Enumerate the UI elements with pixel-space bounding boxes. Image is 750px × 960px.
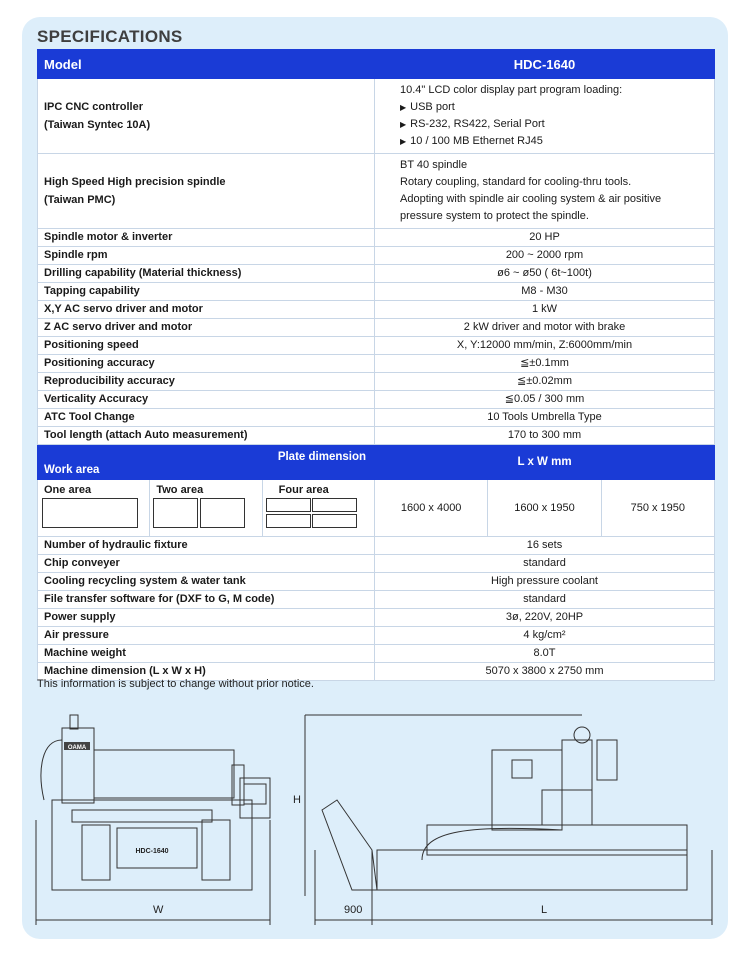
spec-label: Number of hydraulic fixture [38, 537, 375, 555]
spec-label: Air pressure [38, 627, 375, 645]
spec-value: 20 HP [375, 229, 715, 247]
spec-label: Z AC servo driver and motor [38, 319, 375, 337]
spec-value: 10 Tools Umbrella Type [375, 409, 715, 427]
spec-row [38, 229, 715, 247]
controller-label: IPC CNC controller [44, 101, 144, 113]
work-area-row [38, 480, 715, 537]
spec-label: Spindle motor & inverter [38, 229, 375, 247]
spec-row [38, 373, 715, 391]
spec-value: 170 to 300 mm [375, 427, 715, 445]
table-header [38, 50, 715, 79]
length-dimension-label: L [541, 904, 548, 916]
spec-row [38, 627, 715, 645]
spec-value: ≦±0.02mm [375, 373, 715, 391]
spec-row [38, 283, 715, 301]
spec-value: X, Y:12000 mm/min, Z:6000mm/min [375, 337, 715, 355]
brand-label: OAMA [67, 745, 87, 751]
spindle-line: Rotary coupling, standard for cooling-thru tools. [400, 176, 632, 188]
spec-table [37, 49, 715, 681]
area-box [266, 498, 311, 512]
controller-line: RS-232, RS422, Serial Port [410, 118, 545, 130]
bullet-icon: ▶ [400, 103, 407, 112]
spec-row [38, 391, 715, 409]
plate-dimension-label: Plate dimension [277, 451, 366, 463]
spec-value: ≦±0.1mm [375, 355, 715, 373]
spec-value: High pressure coolant [375, 573, 715, 591]
area-box [312, 498, 357, 512]
spec-row [38, 645, 715, 663]
area-box [153, 498, 198, 528]
area-box [200, 498, 245, 528]
area-box [312, 514, 357, 528]
spec-row [38, 319, 715, 337]
width-dimension-label: W [153, 904, 164, 916]
controller-line: 10.4" LCD color display part program loading: [400, 84, 623, 96]
spec-label: Chip conveyer [38, 555, 375, 573]
spec-label: ATC Tool Change [38, 409, 375, 427]
spec-row [38, 355, 715, 373]
spec-value: 8.0T [375, 645, 715, 663]
spindle-line: pressure system to protect the spindle. [400, 210, 589, 222]
spec-value: standard [375, 591, 715, 609]
spec-row [38, 609, 715, 627]
area-two: Two area [150, 480, 262, 536]
spec-label: Power supply [38, 609, 375, 627]
area-box [266, 514, 311, 528]
spec-row [38, 555, 715, 573]
work-area-header [38, 445, 715, 480]
spec-label: Tool length (attach Auto measurement) [38, 427, 375, 445]
spec-row [38, 537, 715, 555]
disclaimer-note: This information is subject to change without prior notice. [37, 678, 314, 690]
spec-row [38, 337, 715, 355]
spec-label: Positioning speed [38, 337, 375, 355]
plate-dim: 1600 x 1950 [488, 480, 601, 536]
unit-label: L x W mm [375, 445, 715, 480]
spec-label: Machine weight [38, 645, 375, 663]
machine-model-plate: HDC-1640 [135, 848, 169, 855]
spec-value: standard [375, 555, 715, 573]
spindle-row [38, 154, 715, 229]
spec-value: M8 - M30 [375, 283, 715, 301]
spec-value: 2 kW driver and motor with brake [375, 319, 715, 337]
model-label: Model [38, 50, 375, 79]
machine-drawing [22, 700, 728, 925]
page-title: SPECIFICATIONS [37, 27, 183, 46]
spec-row [38, 591, 715, 609]
area-one: One area [38, 480, 150, 536]
spindle-line: Adopting with spindle air cooling system & air positive [400, 193, 662, 205]
spec-row [38, 409, 715, 427]
controller-row [38, 79, 715, 154]
spec-value: 5070 x 3800 x 2750 mm [375, 663, 715, 681]
offset-dimension-label: 900 [344, 904, 363, 916]
bullet-icon: ▶ [400, 137, 407, 146]
spec-row [38, 573, 715, 591]
model-value: HDC-1640 [375, 50, 715, 79]
spec-row [38, 301, 715, 319]
work-area-label: Work area [44, 464, 100, 476]
spec-value: ø6 ~ ø50 ( 6t~100t) [375, 265, 715, 283]
spec-label: Drilling capability (Material thickness) [38, 265, 375, 283]
controller-line: 10 / 100 MB Ethernet RJ45 [410, 135, 543, 147]
spec-label: File transfer software for (DXF to G, M code) [38, 591, 375, 609]
spec-label: Machine dimension (L x W x H) [38, 663, 375, 681]
controller-line: USB port [410, 101, 455, 113]
spec-label: Positioning accuracy [38, 355, 375, 373]
area-box [42, 498, 138, 528]
spindle-label: High Speed High precision spindle [44, 176, 226, 188]
spec-value: ≦0.05 / 300 mm [375, 391, 715, 409]
spec-label: X,Y AC servo driver and motor [38, 301, 375, 319]
spec-label: Reproducibility accuracy [38, 373, 375, 391]
spec-row [38, 265, 715, 283]
spec-value: 1 kW [375, 301, 715, 319]
spec-value: 4 kg/cm² [375, 627, 715, 645]
spec-value: 16 sets [375, 537, 715, 555]
spec-label: Tapping capability [38, 283, 375, 301]
spindle-label-sub: (Taiwan PMC) [44, 194, 116, 206]
controller-label-sub: (Taiwan Syntec 10A) [44, 119, 151, 131]
spindle-line: BT 40 spindle [400, 159, 468, 171]
bullet-icon: ▶ [400, 120, 407, 129]
height-dimension-label: H [293, 794, 301, 806]
spec-label: Cooling recycling system & water tank [38, 573, 375, 591]
spec-row [38, 247, 715, 265]
spec-label: Spindle rpm [38, 247, 375, 265]
area-four: Four area [263, 480, 374, 536]
plate-dim: 1600 x 4000 [375, 480, 488, 536]
spec-label: Verticality Accuracy [38, 391, 375, 409]
spec-value: 3ø, 220V, 20HP [375, 609, 715, 627]
spec-value: 200 ~ 2000 rpm [375, 247, 715, 265]
plate-dim: 750 x 1950 [630, 501, 686, 514]
spec-row [38, 427, 715, 445]
